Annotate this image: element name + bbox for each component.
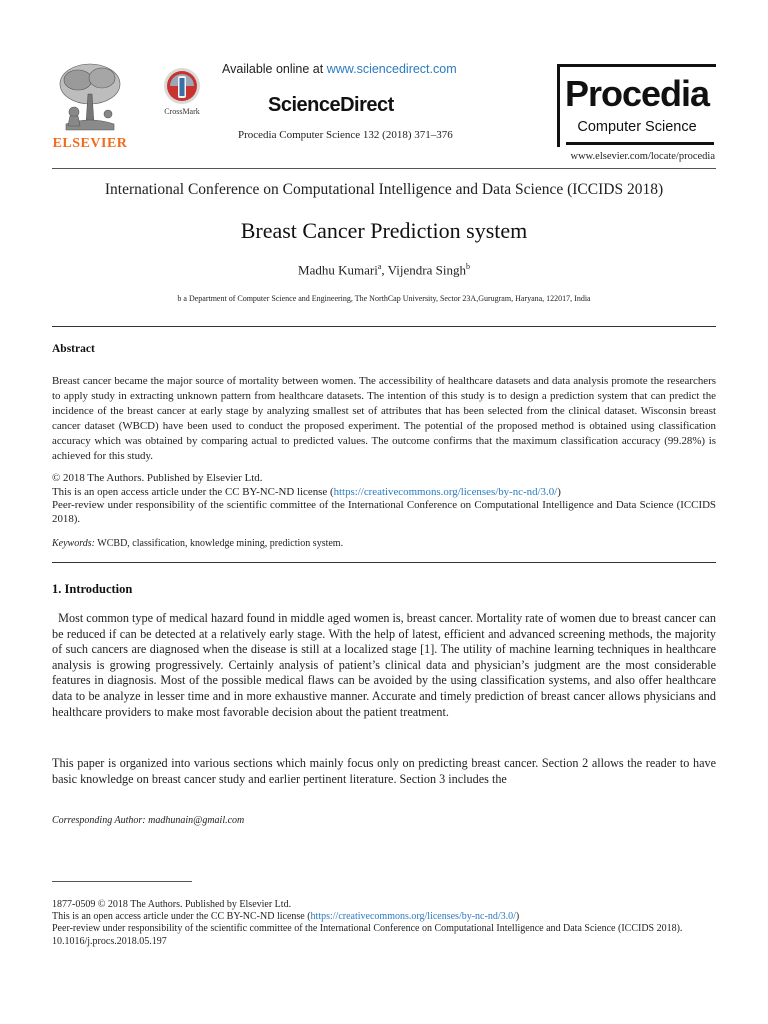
journal-url[interactable]: www.elsevier.com/locate/procedia (570, 151, 715, 162)
author-list (52, 262, 716, 278)
license-link[interactable]: https://creativecommons.org/licenses/by-nc-nd/3.0/ (333, 485, 558, 498)
header-divider (52, 168, 716, 169)
introduction-paragraph (52, 611, 716, 720)
footer-license-prefix: This is an open access article under the CC BY-NC-ND license ( (52, 911, 311, 923)
introduction-paragraph: This paper is organized into various sections which mainly focus only on predicting breast cancer. Section 2 allows the reader to have basic knowledge on breast cancer study and earlier pertinent literature. Section 3 includes the (52, 756, 716, 786)
footer-license-suffix: ) (515, 911, 520, 923)
section-divider (52, 326, 716, 327)
conference-name: International Conference on Computational Intelligence and Data Science (ICCIDS 2018) (104, 181, 664, 198)
footer-divider (52, 881, 192, 882)
corresponding-author: Corresponding Author: madhunain@gmail.com (52, 815, 245, 826)
author-affil-mark: b (465, 262, 470, 271)
license-line (52, 486, 716, 500)
available-online (222, 62, 457, 76)
crossmark-icon (158, 66, 206, 106)
license-suffix: ) (557, 485, 561, 498)
issn-line: 1877-0509 © 2018 The Authors. Published by Elsevier Ltd. (52, 899, 292, 910)
affiliation: b a Department of Computer Science and Engineering, The NorthCap University, Sector 23A,Gurugram, Haryana, 122017, India (177, 294, 591, 303)
footer-license-line (52, 911, 716, 923)
procedia-logo (557, 64, 716, 147)
crossmark-badge[interactable] (158, 66, 206, 118)
footer-license-link[interactable]: https://creativecommons.org/licenses/by-nc-nd/3.0/ (310, 911, 516, 923)
footer (52, 899, 716, 948)
keywords-text: WCBD, classification, knowledge mining, prediction system. (94, 538, 344, 549)
doi[interactable]: 10.1016/j.procs.2018.05.197 (52, 935, 167, 947)
footer-peer-review: Peer-review under responsibility of the scientific committee of the International Conference on Computational Intelligence and Data Science (ICCIDS 2018). (52, 923, 683, 935)
license-prefix: This is an open access article under the CC BY-NC-ND license ( (52, 485, 334, 498)
journal-reference: Procedia Computer Science 132 (2018) 371–376 (238, 129, 453, 141)
author-name: Madhu Kumari (298, 262, 378, 278)
copyright-line: © 2018 The Authors. Published by Elsevier Ltd. (52, 472, 263, 484)
author-separator: , (381, 262, 388, 278)
paper-title: Breast Cancer Prediction system (240, 218, 528, 243)
introduction-heading: 1. Introduction (52, 582, 133, 596)
available-prefix: Available online at (222, 62, 327, 76)
elsevier-logo (52, 60, 128, 152)
author-affil-mark: a (377, 262, 382, 271)
sciencedirect-link[interactable]: www.sciencedirect.com (326, 62, 457, 76)
procedia-underline (566, 142, 714, 145)
crossmark-label: CrossMark (164, 107, 200, 116)
publisher-name: ELSEVIER (52, 136, 128, 151)
procedia-title: Procedia (564, 73, 710, 114)
paragraph-text: Most common type of medical hazard found in middle aged women is, breast cancer. Mortality rate of women due to breast cancer can be reduced if can be detected at a relatively early stage. With the help of latest, efficient and advanced screening methods, the majority of such cancers are diagnosed when the disease is still at a localized stage [1]. The utility of machine learning techniques in healthcare analysis is growing progressively. Certainly analysis of patient’s clinical data and physician’s judgment are the most considerable features in diagnosis. Most of the possible medical flaws can be avoided by the using classification systems, and also offer healthcare data to be analyze in lesser time and in more exhaustive manner. Accurate and timely prediction of breast cancer allows physicians and healthcare providers to make most favorable decision about the patient treatment. (52, 611, 716, 719)
keywords (52, 538, 716, 549)
author-name: Vijendra Singh (387, 262, 466, 278)
copyright-block (52, 472, 716, 527)
sciencedirect-wordmark: ScienceDirect (268, 94, 394, 116)
keywords-label: Keywords: (52, 538, 95, 549)
section-divider (52, 562, 716, 563)
elsevier-tree-icon (52, 60, 128, 134)
abstract-body: Breast cancer became the major source of mortality between women. The accessibility of healthcare datasets and data analysis promote the researchers to apply study in extracting unknown pattern from healthcare datasets. The intention of this study is to design a prediction system that can predict the incidence of the breast cancer at early stage by analyzing smallest set of attributes that has been selected from the clinical dataset. Wisconsin breast cancer dataset (WBCD) have been used to conduct the proposed experiment. The potential of the proposed method is obtained using classification accuracy which was obtained by comparing actual to predicted values. The outcome confirms that the maximum classification accuracy (99.28%) is achieved for this study. (52, 375, 716, 463)
procedia-subtitle: Computer Science (577, 119, 697, 135)
abstract-heading: Abstract (52, 343, 95, 355)
peer-review-line: Peer-review under responsibility of the scientific committee of the International Conference on Computational Intelligence and Data Science (ICCIDS 2018). (52, 499, 716, 526)
